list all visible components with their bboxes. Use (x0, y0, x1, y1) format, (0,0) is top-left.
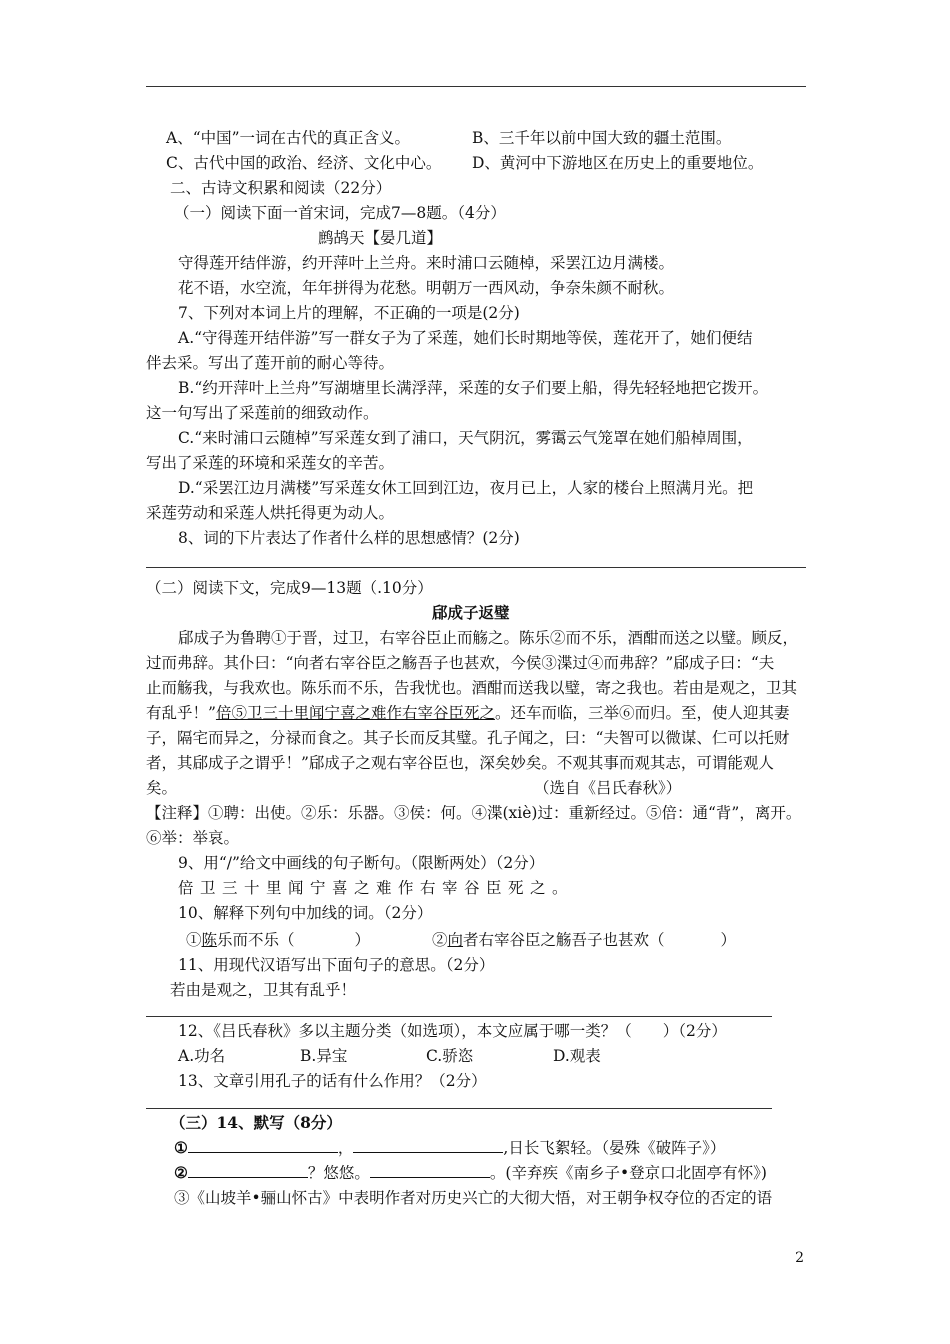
section2-title: 二、古诗文积累和阅读（22分） (170, 179, 392, 197)
passage-source: （选自《吕氏春秋》） (534, 779, 682, 797)
q6-option-c: C、古代中国的政治、经济、文化中心。 (166, 154, 442, 172)
dictation-2-mid: ？悠悠。 (307, 1164, 370, 1182)
poem-title: 鹧鸪天【晏几道】 (318, 229, 443, 247)
passage-line-7: 矣。 (146, 779, 178, 797)
q12-option-c: C.骄恣 (426, 1047, 474, 1065)
q10-item-1-rest: 乐而不乐（ (217, 931, 295, 949)
q7-option-b-2: 这一句写出了采莲前的细致动作。 (146, 404, 379, 422)
q13-stem: 13、文章引用孔子的话有什么作用？（2分） (178, 1072, 487, 1090)
dictation-1-blank-a[interactable] (188, 1138, 338, 1153)
q7-option-a-2: 伴去采。写出了莲开前的耐心等待。 (146, 354, 395, 372)
notes-line-2: ⑥举：举哀。 (146, 829, 240, 847)
q9-sentence: 倍卫三十里闻宁喜之难作右宰谷臣死之。 (178, 879, 575, 897)
dictation-2-tail: 。(辛弃疾《南乡子•登京口北固亭有怀》) (489, 1164, 767, 1182)
q10-item-2-rest: 者右宰谷臣之觞吾子也甚欢（ (463, 931, 665, 949)
q7-option-d-1: D.“采罢江边月满楼”写采莲女休工回到江边，夜月已上，人家的楼台上照满月光。把 (178, 479, 754, 497)
q10-item-1-word: 陈 (201, 931, 218, 949)
q11-stem: 11、用现代汉语写出下面句子的意思。（2分） (178, 956, 495, 974)
q10-stem: 10、解释下列句中加线的词。（2分） (178, 904, 433, 922)
passage-line-4 (146, 703, 789, 723)
dictation-line-2 (174, 1163, 767, 1183)
dictation-2-number: ② (174, 1163, 188, 1182)
q10-item-2-prefix: ② (432, 931, 448, 949)
dictation-1-number: ① (174, 1138, 188, 1157)
q10-item-2 (432, 930, 736, 950)
dictation-2-blank-a[interactable] (188, 1163, 308, 1178)
passage-line-5: 子，隔宅而异之，分禄而食之。其子长而反其璧。孔子闻之，曰：“夫智可以微谋、仁可以托财 (146, 729, 790, 747)
dictation-1-blank-b[interactable] (353, 1138, 503, 1153)
q10-item-2-close: ） (720, 931, 737, 949)
part2-intro: （二）阅读下文，完成9—13题（.10分） (146, 579, 433, 597)
q12-option-d: D.观表 (553, 1047, 601, 1065)
q6-option-b: B、三千年以前中国大致的疆土范围。 (472, 129, 732, 147)
q12-option-b: B.异宝 (300, 1047, 348, 1065)
underlined-sentence: 倍⑤卫三十里闻宁喜之难作右宰谷臣死之 (215, 704, 495, 722)
header-rule (146, 86, 806, 87)
q10-item-1 (186, 930, 370, 950)
q6-option-a: A、“中国”一词在古代的真正含义。 (166, 129, 411, 147)
q7-option-a-1: A.“守得莲开结伴游”写一群女子为了采莲，她们长时期地等侯，莲花开了，她们便结 (178, 329, 753, 347)
passage-line-4-post: 。还车而临，三举⑥而归。至，使人迎其妻 (494, 704, 790, 722)
part3-title: （三）14、默写（8分） (170, 1113, 342, 1132)
part1-intro: （一）阅读下面一首宋词，完成7—8题。（4分） (174, 204, 506, 222)
q8-answer-line (146, 567, 806, 568)
dictation-line-3: ③《山坡羊•骊山怀古》中表明作者对历史兴亡的大彻大悟，对王朝争权夺位的否定的语 (174, 1189, 773, 1207)
q12-option-a: A.功名 (178, 1047, 226, 1065)
poem-line-2: 花不语，水空流，年年拼得为花愁。明朝万一西风动，争奈朱颜不耐秋。 (178, 279, 675, 297)
passage-line-1: 郈成子为鲁聘①于晋，过卫，右宰谷臣止而觞之。陈乐②而不乐，酒酣而送之以璧。顾反， (178, 629, 799, 647)
q12-stem: 12、《吕氏春秋》多以主题分类（如选项），本文应属于哪一类？（ ）（2分） (178, 1022, 727, 1040)
q7-stem: 7、下列对本词上片的理解，不正确的一项是(2分) (178, 304, 520, 322)
q10-item-1-prefix: ① (186, 931, 202, 949)
dictation-1-tail: ,日长飞絮轻。（晏殊《破阵子》） (503, 1139, 726, 1157)
q8-stem: 8、词的下片表达了作者什么样的思想感情？(2分) (178, 529, 520, 547)
dictation-line-1 (174, 1138, 725, 1158)
q7-option-b-1: B.“约开萍叶上兰舟”写湖塘里长满浮萍，采莲的女子们要上船，得先轻轻地把它拨开。 (178, 379, 769, 397)
q11-sentence: 若由是观之，卫其有乱乎！ (170, 981, 357, 999)
q7-option-c-2: 写出了采莲的环境和采莲女的辛苦。 (146, 454, 395, 472)
q10-item-1-close: ） (354, 931, 371, 949)
dictation-2-blank-b[interactable] (370, 1163, 490, 1178)
dictation-1-comma: ， (337, 1139, 354, 1157)
q11-answer-line (146, 1016, 772, 1017)
notes-line-1: 【注释】①聘：出使。②乐：乐器。③侯：何。④渫(xiè)过：重新经过。⑤倍：通“背”，离开。 (146, 804, 802, 822)
passage-title: 郈成子返璧 (432, 603, 510, 622)
q9-stem: 9、用“/”给文中画线的句子断句。（限断两处）（2分） (178, 854, 545, 872)
q13-answer-line (146, 1108, 772, 1109)
passage-line-3: 止而觞我，与我欢也。陈乐而不乐，告我忧也。酒酣而送我以璧，寄之我也。若由是观之，卫其 (146, 679, 798, 697)
q6-option-d: D、黄河中下游地区在历史上的重要地位。 (472, 154, 764, 172)
passage-line-4-pre: 有乱乎！” (146, 704, 216, 722)
passage-line-2: 过而弗辞。其仆曰：“向者右宰谷臣之觞吾子也甚欢，今侯③渫过④而弗辞？”郈成子曰：“夫 (146, 654, 775, 672)
poem-line-1: 守得莲开结伴游，约开萍叶上兰舟。来时浦口云随棹，采罢江边月满楼。 (178, 254, 675, 272)
passage-line-6: 者，其郈成子之谓乎！”郈成子之观右宰谷臣也，深矣妙矣。不观其事而观其志，可谓能观人 (146, 754, 774, 772)
page-number: 2 (795, 1250, 804, 1266)
q7-option-d-2: 采莲劳动和采莲人烘托得更为动人。 (146, 504, 395, 522)
q10-item-2-word: 向 (447, 931, 464, 949)
q7-option-c-1: C.“来时浦口云随棹”写采莲女到了浦口，天气阴沉，雾霭云气笼罩在她们船棹周围， (178, 429, 753, 447)
